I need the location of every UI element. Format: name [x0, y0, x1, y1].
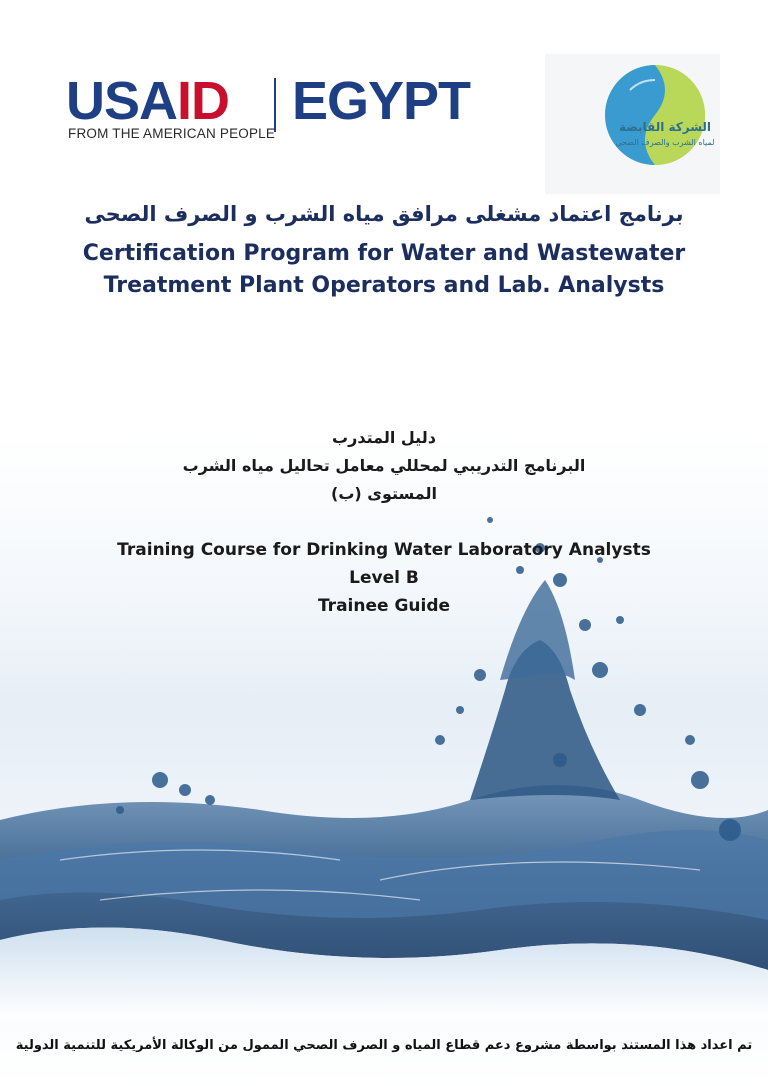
course-english-line2: Level B [349, 568, 419, 588]
usaid-wordmark: USAID [66, 71, 230, 131]
holding-company-subtitle: لمياه الشرب والصرف الصحى [615, 138, 715, 147]
footer-credit: تم اعداد هذا المستند بواسطة مشروع دعم قطاع المياه و الصرف الصحي الممول من الوكالة الأمريكية للتنمية الدولية [15, 1038, 753, 1053]
holding-company-name: الشركة القابضة [618, 120, 712, 134]
program-title-english [40, 238, 728, 302]
course-english-line1: Training Course for Drinking Water Laboratory Analysts [117, 540, 651, 560]
program-title-english-line1: Certification Program for Water and Wastewater [82, 241, 686, 266]
program-title-arabic: برنامج اعتماد مشغلى مرافق مياه الشرب و الصرف الصحى [84, 202, 684, 226]
usaid-country: EGYPT [292, 71, 471, 131]
course-english-line3: Trainee Guide [317, 596, 451, 616]
course-arabic-line3: المستوى (ب) [331, 484, 437, 503]
course-arabic-line1: دليل المتدرب [332, 428, 436, 447]
water-globe-icon [600, 60, 710, 170]
course-arabic-line2: البرنامج التدريبي لمحللي معامل تحاليل مياه الشرب [182, 456, 586, 475]
holding-company-logo [545, 54, 720, 194]
usaid-tagline: FROM THE AMERICAN PEOPLE [68, 126, 276, 141]
program-title-english-line2: Treatment Plant Operators and Lab. Analysts [103, 273, 665, 298]
logo-divider [274, 78, 276, 132]
usaid-egypt-logo [66, 71, 506, 144]
